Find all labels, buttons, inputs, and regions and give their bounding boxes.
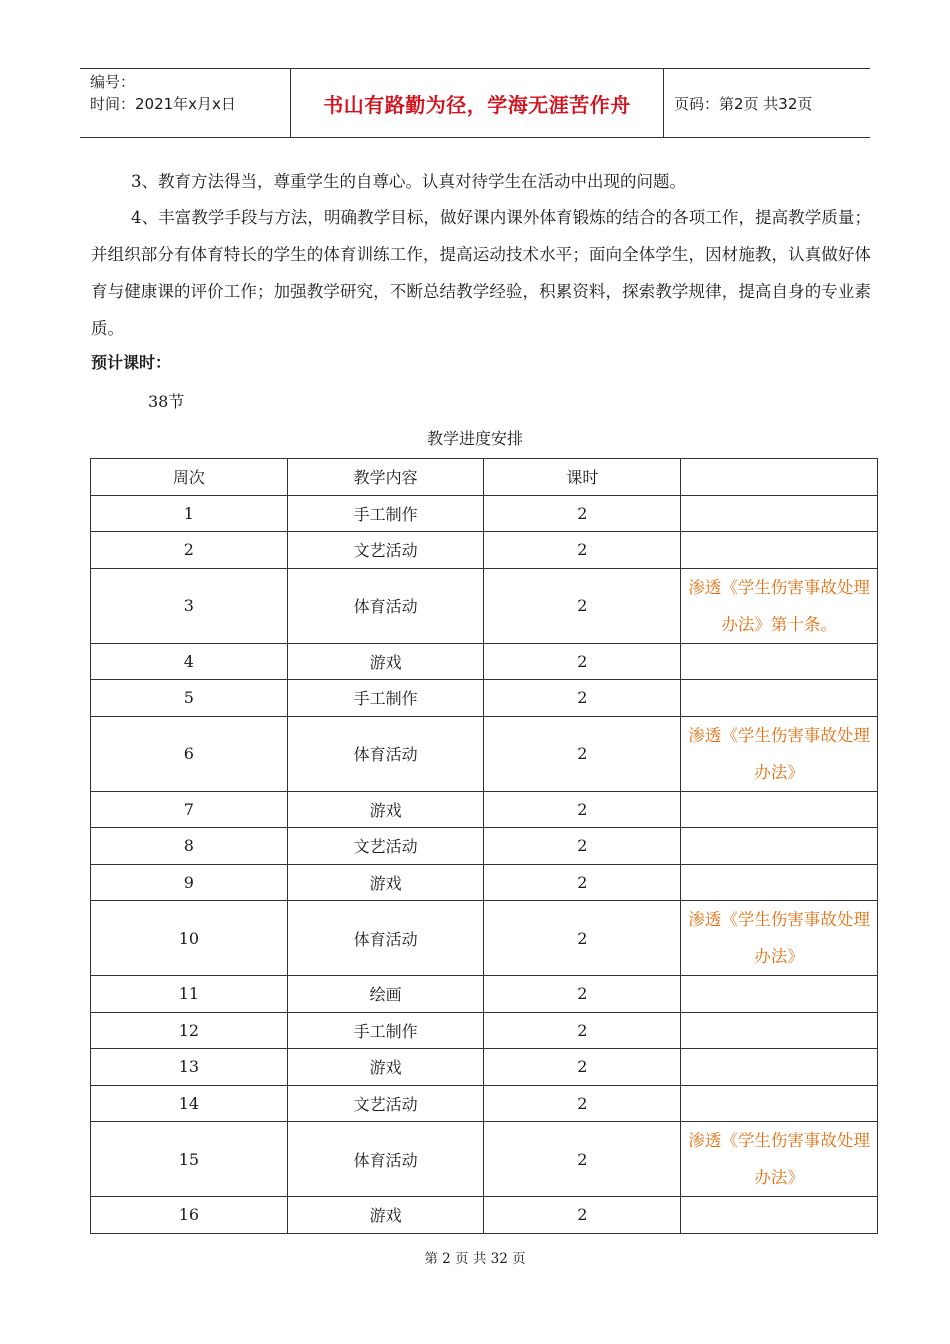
table-row	[91, 495, 878, 532]
table-row	[91, 976, 878, 1013]
week-cell: 10	[91, 901, 288, 976]
week-cell: 16	[91, 1197, 288, 1234]
note-cell: 渗透《学生伤害事故处理办法》第十条。	[681, 568, 878, 643]
week-cell: 13	[91, 1049, 288, 1086]
note-cell	[681, 680, 878, 717]
table-row	[91, 716, 878, 791]
content-cell: 体育活动	[287, 568, 484, 643]
table-row	[91, 1122, 878, 1197]
table-row	[91, 568, 878, 643]
week-cell: 9	[91, 864, 288, 901]
week-cell: 12	[91, 1012, 288, 1049]
page-footer: 第 2 页 共 32 页	[424, 1251, 526, 1267]
week-cell: 11	[91, 976, 288, 1013]
content-cell: 绘画	[287, 976, 484, 1013]
table-row	[91, 791, 878, 828]
note-cell	[681, 1049, 878, 1086]
date-label: 时间：2021年x月x日	[90, 95, 236, 113]
note-cell	[681, 1085, 878, 1122]
hours-cell: 2	[484, 716, 681, 791]
header-hours: 课时	[484, 459, 681, 496]
hours-cell: 2	[484, 532, 681, 569]
note-cell	[681, 791, 878, 828]
week-cell: 2	[91, 532, 288, 569]
hours-cell: 2	[484, 1197, 681, 1234]
hours-cell: 2	[484, 901, 681, 976]
header-week: 周次	[91, 459, 288, 496]
table-header-row	[91, 459, 878, 496]
week-cell: 4	[91, 643, 288, 680]
hours-cell: 2	[484, 680, 681, 717]
note-cell	[681, 643, 878, 680]
hours-cell: 2	[484, 1122, 681, 1197]
content-cell: 游戏	[287, 643, 484, 680]
serial-label: 编号：	[90, 73, 136, 91]
table-row	[91, 680, 878, 717]
content-cell: 体育活动	[287, 901, 484, 976]
paragraph-3: 3、教育方法得当，尊重学生的自尊心。认真对待学生在活动中出现的问题。	[131, 172, 686, 191]
table-row	[91, 1012, 878, 1049]
page-header	[80, 68, 870, 138]
content-cell: 游戏	[287, 791, 484, 828]
header-content: 教学内容	[287, 459, 484, 496]
note-cell	[681, 864, 878, 901]
schedule-title: 教学进度安排	[426, 429, 523, 448]
content-cell: 手工制作	[287, 495, 484, 532]
hours-cell: 2	[484, 791, 681, 828]
table-row	[91, 901, 878, 976]
content-cell: 文艺活动	[287, 532, 484, 569]
content-cell: 文艺活动	[287, 1085, 484, 1122]
content-cell: 游戏	[287, 1197, 484, 1234]
note-cell	[681, 495, 878, 532]
week-cell: 8	[91, 828, 288, 865]
table-row	[91, 864, 878, 901]
note-cell	[681, 1197, 878, 1234]
hours-cell: 2	[484, 864, 681, 901]
note-cell	[681, 828, 878, 865]
table-row	[91, 828, 878, 865]
week-cell: 7	[91, 791, 288, 828]
hours-cell: 2	[484, 1049, 681, 1086]
hours-value: 38节	[148, 392, 185, 411]
header-meta	[80, 69, 291, 137]
hours-cell: 2	[484, 568, 681, 643]
content-cell: 游戏	[287, 864, 484, 901]
week-cell: 1	[91, 495, 288, 532]
paragraph-4: 4、丰富教学手段与方法，明确教学目标，做好课内课外体育锻炼的结合的各项工作，提高教学质量；并组织部分有体育特长的学生的体育训练工作，提高运动技术水平；面向全体学生，因材施教，认真做好体育与健康课的评价工作；加强教学研究，不断总结教学经验，积累资料，探索教学规律，提高自身的专业素质。	[91, 208, 871, 338]
content-cell: 体育活动	[287, 716, 484, 791]
table-row	[91, 1085, 878, 1122]
week-cell: 5	[91, 680, 288, 717]
note-cell	[681, 976, 878, 1013]
hours-cell: 2	[484, 1012, 681, 1049]
content-cell: 手工制作	[287, 1012, 484, 1049]
content-cell: 游戏	[287, 1049, 484, 1086]
note-cell: 渗透《学生伤害事故处理办法》	[681, 716, 878, 791]
hours-heading: 预计课时：	[91, 353, 172, 372]
content-cell: 手工制作	[287, 680, 484, 717]
table-row	[91, 643, 878, 680]
table-row	[91, 1049, 878, 1086]
week-cell: 15	[91, 1122, 288, 1197]
header-note	[681, 459, 878, 496]
week-cell: 6	[91, 716, 288, 791]
note-cell	[681, 1012, 878, 1049]
content-cell: 文艺活动	[287, 828, 484, 865]
hours-cell: 2	[484, 1085, 681, 1122]
note-cell: 渗透《学生伤害事故处理办法》	[681, 901, 878, 976]
table-row	[91, 532, 878, 569]
note-cell	[681, 532, 878, 569]
note-cell: 渗透《学生伤害事故处理办法》	[681, 1122, 878, 1197]
schedule-table	[90, 458, 878, 1234]
week-cell: 3	[91, 568, 288, 643]
header-motto: 书山有路勤为径，学海无涯苦作舟	[291, 69, 664, 137]
hours-cell: 2	[484, 643, 681, 680]
hours-cell: 2	[484, 976, 681, 1013]
header-page-info: 页码：第2页 共32页	[674, 94, 813, 113]
hours-cell: 2	[484, 495, 681, 532]
content-cell: 体育活动	[287, 1122, 484, 1197]
table-row	[91, 1197, 878, 1234]
week-cell: 14	[91, 1085, 288, 1122]
hours-cell: 2	[484, 828, 681, 865]
